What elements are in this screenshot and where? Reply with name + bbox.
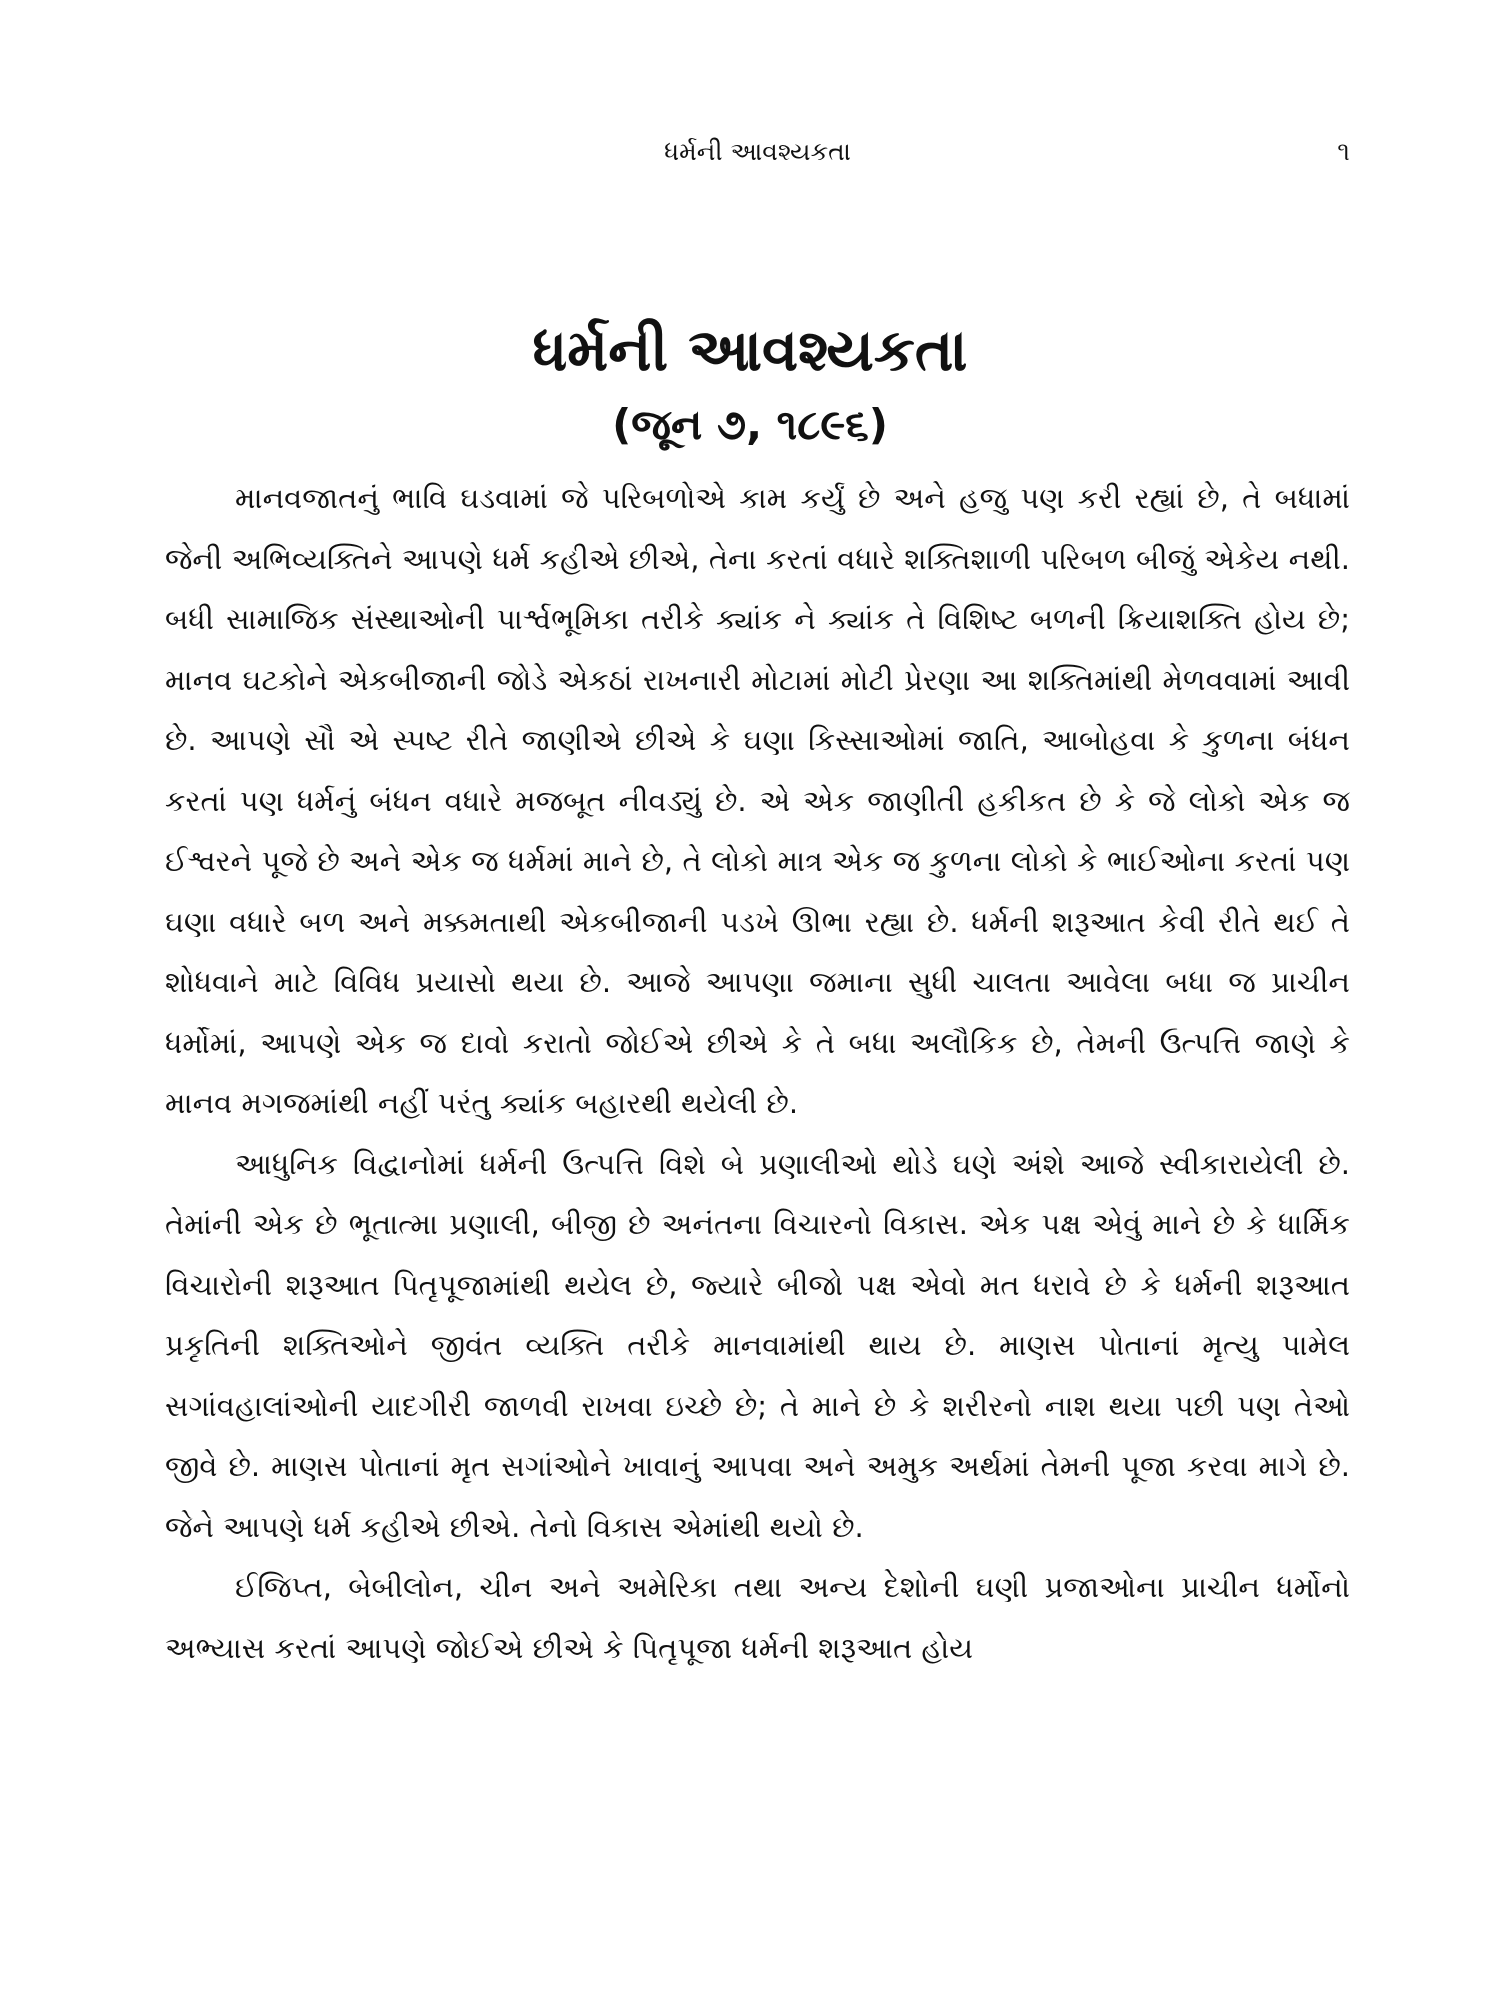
chapter-date: (જૂન ૭, ૧૮૯૬)	[612, 400, 888, 449]
running-header	[165, 132, 1350, 172]
running-title: ધર્મની આવશ્યકતા	[664, 137, 851, 166]
paragraph-1: માનવજાતનું ભાવિ ઘડવામાં જે પરિબળોએ કામ કર્યું છે અને હજુ પણ કરી રહ્યાં છે, તે બધામાં જેની અભિવ્યક્તિને આપણે ધર્મ કહીએ છીએ, તેના કરતાં વધારે શક્તિશાળી પરિબળ બીજું એકેય નથી. બધી સામાજિક સંસ્થાઓની પાર્શ્વભૂમિકા તરીકે ક્યાંક ને ક્યાંક તે વિશિષ્ટ બળની ક્રિયાશક્તિ હોય છે; માનવ ઘટકોને એકબીજાની જોડે એકઠાં રાખનારી મોટામાં મોટી પ્રેરણા આ શક્તિમાંથી મેળવવામાં આવી છે. આપણે સૌ એ સ્પષ્ટ રીતે જાણીએ છીએ કે ઘણા કિસ્સાઓમાં જાતિ, આબોહવા કે કુળના બંધન કરતાં પણ ધર્મનું બંધન વધારે મજબૂત નીવડ્યું છે. એ એક જાણીતી હકીકત છે કે જે લોકો એક જ ઈશ્વરને પૂજે છે અને એક જ ધર્મમાં માને છે, તે લોકો માત્ર એક જ કુળના લોકો કે ભાઈઓના કરતાં પણ ઘણા વધારે બળ અને મક્કમતાથી એકબીજાની પડખે ઊભા રહ્યા છે. ધર્મની શરૂઆત કેવી રીતે થઈ તે શોધવાને માટે વિવિધ પ્રયાસો થયા છે. આજે આપણા જમાના સુધી ચાલતા આવેલા બધા જ પ્રાચીન ધર્મોમાં, આપણે એક જ દાવો કરાતો જોઈએ છીએ કે તે બધા અલૌકિક છે, તેમની ઉત્પત્તિ જાણે કે માનવ મગજમાંથી નહીં પરંતુ ક્યાંક બહારથી થયેલી છે.	[165, 481, 1350, 1120]
page-number: ૧	[1337, 137, 1350, 167]
chapter-title: ધર્મની આવશ્યકતા	[532, 316, 968, 384]
paragraph-3: ઈજિપ્ત, બેબીલોન, ચીન અને અમેરિકા તથા અન્ય દેશોની ઘણી પ્રજાઓના પ્રાચીન ધર્મોનો અભ્યાસ કરતાં આપણે જોઈએ છીએ કે પિતૃપૂજા ધર્મની શરૂઆત હોય	[165, 1570, 1350, 1665]
paragraph-2: આધુનિક વિદ્વાનોમાં ધર્મની ઉત્પત્તિ વિશે બે પ્રણાલીઓ થોડે ઘણે અંશે આજે સ્વીકારાયેલી છે. તેમાંની એક છે ભૂતાત્મા પ્રણાલી, બીજી છે અનંતના વિચારનો વિકાસ. એક પક્ષ એવું માને છે કે ધાર્મિક વિચારોની શરૂઆત પિતૃપૂજામાંથી થયેલ છે, જ્યારે બીજો પક્ષ એવો મત ધરાવે છે કે ધર્મની શરૂઆત પ્રકૃતિની શક્તિઓને જીવંત વ્યક્તિ તરીકે માનવામાંથી થાય છે. માણસ પોતાનાં મૃત્યુ પામેલ સગાંવહાલાંઓની યાદગીરી જાળવી રાખવા ઇચ્છે છે; તે માને છે કે શરીરનો નાશ થયા પછી પણ તેઓ જીવે છે. માણસ પોતાનાં મૃત સગાંઓને ખાવાનું આપવા અને અમુક અર્થમાં તેમની પૂજા કરવા માગે છે. જેને આપણે ધર્મ કહીએ છીએ. તેનો વિકાસ એમાંથી થયો છે.	[165, 1146, 1350, 1544]
body-text	[165, 468, 1350, 1678]
